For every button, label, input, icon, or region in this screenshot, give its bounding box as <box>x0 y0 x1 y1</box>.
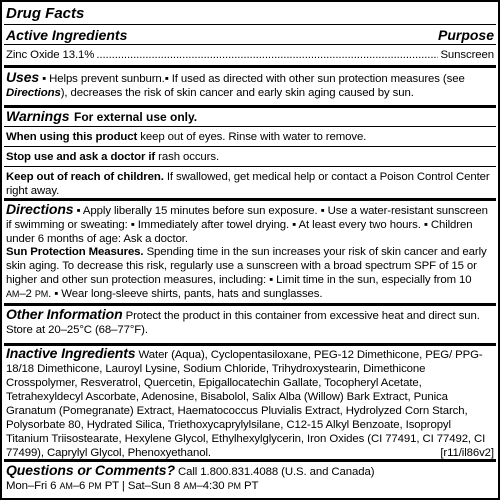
active-ingredient: Zinc Oxide 13.1% <box>6 49 95 61</box>
other-information-text: Protect the product in this container from excessive heat and direct sun. Store at 20–25°C (68–77°F). <box>6 310 480 336</box>
uses-directions-ref: Directions <box>6 87 61 99</box>
keep-out-text: If swallowed, get medical help or contact a Poison Control Center right away. <box>6 171 490 197</box>
active-ingredients-heading: Active Ingredients <box>6 27 128 43</box>
directions-heading: Directions <box>6 201 74 217</box>
hours-am-1: AM <box>59 481 73 491</box>
hours-pm-2: PM <box>227 481 241 491</box>
spm-pm: PM <box>34 289 49 299</box>
hours-pm-1: PM <box>88 481 102 491</box>
spm-text-1: Spending time in the sun increases your risk of skin cancer and early skin aging. To decrease this risk, regularly use a sunscreen with a broad spectrum SPF of 15 or higher and other sun protection measures, including: ▪ Limit time in the sun, especially from 10 <box>6 246 487 286</box>
hours-am-2: AM <box>183 481 197 491</box>
directions-section <box>6 202 494 246</box>
when-using-row <box>6 130 494 144</box>
hours-2: –6 <box>72 480 89 492</box>
questions-section <box>6 463 494 493</box>
spm-am: AM <box>6 289 20 299</box>
divider <box>4 44 496 45</box>
keep-out-label: Keep out of reach of children. <box>6 171 164 183</box>
warnings-heading: Warnings <box>6 108 70 124</box>
divider <box>4 166 496 167</box>
questions-heading: Questions or Comments? <box>6 462 175 478</box>
divider <box>4 65 496 68</box>
purpose-heading: Purpose <box>437 27 494 43</box>
spm-label: Sun Protection Measures. <box>6 246 144 258</box>
sun-protection-measures <box>6 245 494 301</box>
hours-3: PT | Sat–Sun 8 <box>101 480 184 492</box>
hours-1: Mon–Fri 6 <box>6 480 60 492</box>
spm-text-2: . ▪ Wear long-sleeve shirts, pants, hats and sunglasses. <box>48 288 323 300</box>
warnings-header <box>6 108 494 126</box>
other-information-heading: Other Information <box>6 306 123 322</box>
inactive-ingredients-heading: Inactive Ingredients <box>6 345 136 361</box>
directions-text: ▪ Apply liberally 15 minutes before sun exposure. ▪ Use a water-resistant sunscreen if swimming or sweating: ▪ Immediately after towel drying. ▪ At least every two hours. ▪ Children under 6 months of age: Ask a doctor. <box>6 205 488 245</box>
divider <box>4 146 496 147</box>
stop-use-row <box>6 150 494 164</box>
active-ingredients-header <box>6 27 494 43</box>
inactive-ingredients-text: Water (Aqua), Cyclopentasiloxane, PEG-12 Dimethicone, PEG/ PPG-18/18 Dimethicone, Lauroyl Lysine, Sodium Chloride, Trihydroxystearin, Dimethicone Crosspolymer, Resveratrol, Quercetin, Epigallocatechin Gallate, Tocopheryl Acetate, Tetrahexyldecyl Ascorbate, Adenosine, Bisabolol, Salix Alba (Willow) Bark Extract, Punica Granatum (Pomegranate) Extract, Haematococcus Pluvialis Extract, Hydrolyzed Corn Starch, Polysorbate 80, Hydrated Silica, Triethoxycaprylylsilane, C12-15 Alkyl Benzoate, Isopropyl Titanium Triisostearate, Hexylene Glycol, Ethylhexylglycerin, Iron Oxides (CI 77491, CI 77492, CI 77499), Caprylyl Glycol, Phenoxyethanol. <box>6 349 486 459</box>
when-using-label: When using this product <box>6 131 138 143</box>
stop-use-label: Stop use and ask a doctor if <box>6 151 156 163</box>
hours-5: PT <box>240 480 259 492</box>
active-ingredient-row <box>6 48 494 62</box>
uses-section <box>6 70 494 100</box>
keep-out-row <box>6 170 494 198</box>
stop-use-text: rash occurs. <box>155 151 220 163</box>
active-purpose: Sunscreen <box>440 49 494 61</box>
inactive-ingredients-section <box>6 346 494 460</box>
spm-dash: –2 <box>19 288 35 300</box>
drug-facts-title: Drug Facts <box>6 5 85 22</box>
divider <box>4 198 496 201</box>
uses-heading: Uses <box>6 69 40 85</box>
uses-text-2: ), decreases the risk of skin cancer and early skin aging caused by sun. <box>60 87 414 99</box>
divider <box>4 126 496 127</box>
other-information-section <box>6 307 494 337</box>
divider <box>4 24 496 25</box>
external-use-note: For external use only. <box>73 110 198 124</box>
hours-4: –4:30 <box>196 480 228 492</box>
leader-dots <box>96 48 438 62</box>
uses-text-1: ▪ Helps prevent sunburn.▪ If used as directed with other sun protection measures (see <box>42 73 465 85</box>
label-code: [r11/il86v2] <box>440 447 494 459</box>
when-using-text: keep out of eyes. Rinse with water to remove. <box>137 131 367 143</box>
phone-text: Call 1.800.831.4088 (U.S. and Canada) <box>174 466 375 478</box>
